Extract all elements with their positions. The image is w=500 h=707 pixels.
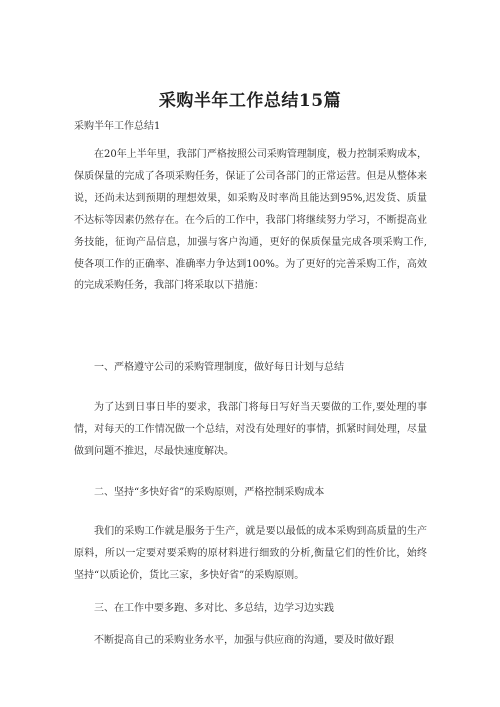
- document-title: 采购半年工作总结15篇: [158, 91, 342, 111]
- section-subtitle: 采购半年工作总结1: [74, 121, 161, 132]
- heading-1: 一、严格遵守公司的采购管理制度，做好每日计划与总结: [94, 362, 344, 373]
- paragraph-2: 我们的采购工作就是服务于生产，就是要以最低的成本采购到高质量的生产原料，所以一定要对要采购的原材料进行细致的分析,衡量它们的性价比，始终坚持“以质论价，货比三家，多快好省”的采购原则。: [74, 526, 427, 581]
- heading-3: 三、在工作中要多跑、多对比、多总结，边学习边实践: [94, 603, 334, 614]
- paragraph-intro: 在20年上半年里，我部门严格按照公司采购管理制度，极力控制采购成本，保质保量的完成了各项采购任务，保证了公司各部门的正常运营。但是从整体来说，还尚未达到预期的理想效果，如采购及时率尚且能达到95%,迟发货、质量不达标等因素仍然存在。在今后的工作中，我部门将继续努力学习，不断提高业务技能，征询产品信息，加强与客户沟通，更好的保质保量完成各项采购工作,使各项工作的正确率、准确率力争达到100%。为了更好的完善采购工作，高效的完成采购任务，我部门将采取以下措施：: [74, 149, 427, 292]
- paragraph-1: 为了达到日事日毕的要求，我部门将每日写好当天要做的工作,要处理的事情，对每天的工作情况做一个总结，对没有处理好的事情，抓紧时间处理，尽量做到问题不推迟，尽最快速度解决。: [74, 402, 427, 457]
- heading-2: 二、坚持“多快好省”的采购原则，严格控制采购成本: [94, 487, 325, 498]
- paragraph-3: 不断提高自己的采购业务水平，加强与供应商的沟通，要及时做好跟: [94, 635, 394, 646]
